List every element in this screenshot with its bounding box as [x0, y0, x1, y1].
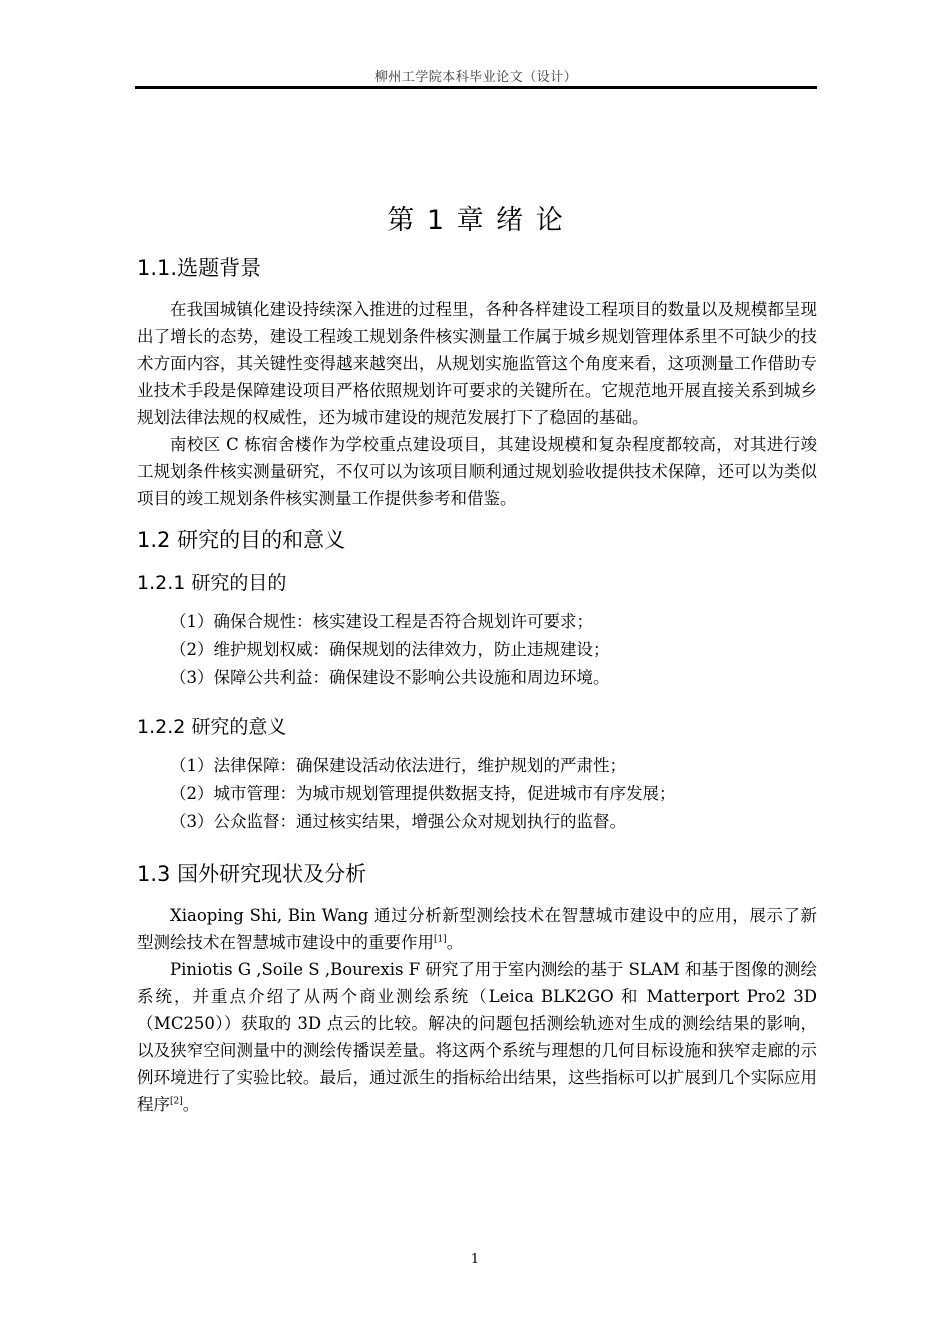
header-rule — [135, 86, 817, 89]
main-content — [137, 252, 817, 1118]
running-header: 柳州工学院本科毕业论文（设计） — [374, 70, 578, 85]
section-heading-1-2: 1.2 研究的目的和意义 — [137, 528, 346, 552]
list-item: （1）确保合规性：核实建设工程是否符合规划许可要求； — [170, 612, 593, 631]
significance-list — [137, 752, 817, 836]
purpose-list — [137, 608, 817, 692]
paragraph-text: Piniotis G ,Soile S ,Bourexis F 研究了用于室内测绘的基于 SLAM 和基于图像的测绘系统，并重点介绍了从两个商业测绘系统（Leica BLK2GO 和 Matterport Pro2 3D （MC250））获取的 3D 点云的比较。解决的问题包括测绘轨迹对生成的测绘结果的影响，以及狭窄空间测量中的测绘传播误差量。将这两个系统与理想的几何目标设施和狭窄走廊的示例环境进行了实验比较。最后，通过派生的指标给出结果，这些指标可以扩展到几个实际应用程序 — [137, 960, 817, 1114]
citation-ref-1: [1] — [434, 934, 447, 945]
subsection-heading-1-2-1: 1.2.1 研究的目的 — [137, 572, 287, 594]
list-item: （3）保障公共利益：确保建设不影响公共设施和周边环境。 — [170, 668, 610, 687]
section-heading-1-1: 1.1.选题背景 — [137, 256, 262, 280]
paragraph-1-1-b: 南校区 C 栋宿舍楼作为学校重点建设项目，其建设规模和复杂程度都较高，对其进行竣工规划条件核实测量研究，不仅可以为该项目顺利通过规划验收提供技术保障，还可以为类似项目的竣工规划条件核实测量工作提供参考和借鉴。 — [137, 435, 817, 508]
list-item: （1）法律保障：确保建设活动依法进行，维护规划的严肃性； — [170, 756, 626, 775]
paragraph-end: 。 — [182, 1095, 200, 1114]
list-item: （2）维护规划权威：确保规划的法律效力，防止违规建设； — [170, 640, 610, 659]
section-heading-1-3: 1.3 国外研究现状及分析 — [137, 862, 367, 886]
citation-ref-2: [2] — [170, 1096, 183, 1107]
paragraph-text: Xiaoping Shi, Bin Wang 通过分析新型测绘技术在智慧城市建设中的应用，展示了新型测绘技术在智慧城市建设中的重要作用 — [137, 906, 817, 952]
list-item: （2）城市管理：为城市规划管理提供数据支持，促进城市有序发展； — [170, 784, 676, 803]
paragraph-1-3-a — [137, 902, 817, 956]
paragraph-1-1-a: 在我国城镇化建设持续深入推进的过程里，各种各样建设工程项目的数量以及规模都呈现出了增长的态势，建设工程竣工规划条件核实测量工作属于城乡规划管理体系里不可缺少的技术方面内容，其关键性变得越来越突出，从规划实施监管这个角度来看，这项测量工作借助专业技术手段是保障建设项目严格依照规划许可要求的关键所在。它规范地开展直接关系到城乡规划法律法规的权威性，还为城市建设的规范发展打下了稳固的基础。 — [137, 300, 817, 427]
paragraph-1-3-b — [137, 956, 817, 1118]
paragraph-end: 。 — [446, 933, 464, 952]
page-number: 1 — [470, 1252, 480, 1267]
list-item: （3）公众监督：通过核实结果，增强公众对规划执行的监督。 — [170, 812, 626, 831]
chapter-title: 第 1 章 绪 论 — [387, 205, 565, 236]
subsection-heading-1-2-2: 1.2.2 研究的意义 — [137, 716, 287, 738]
